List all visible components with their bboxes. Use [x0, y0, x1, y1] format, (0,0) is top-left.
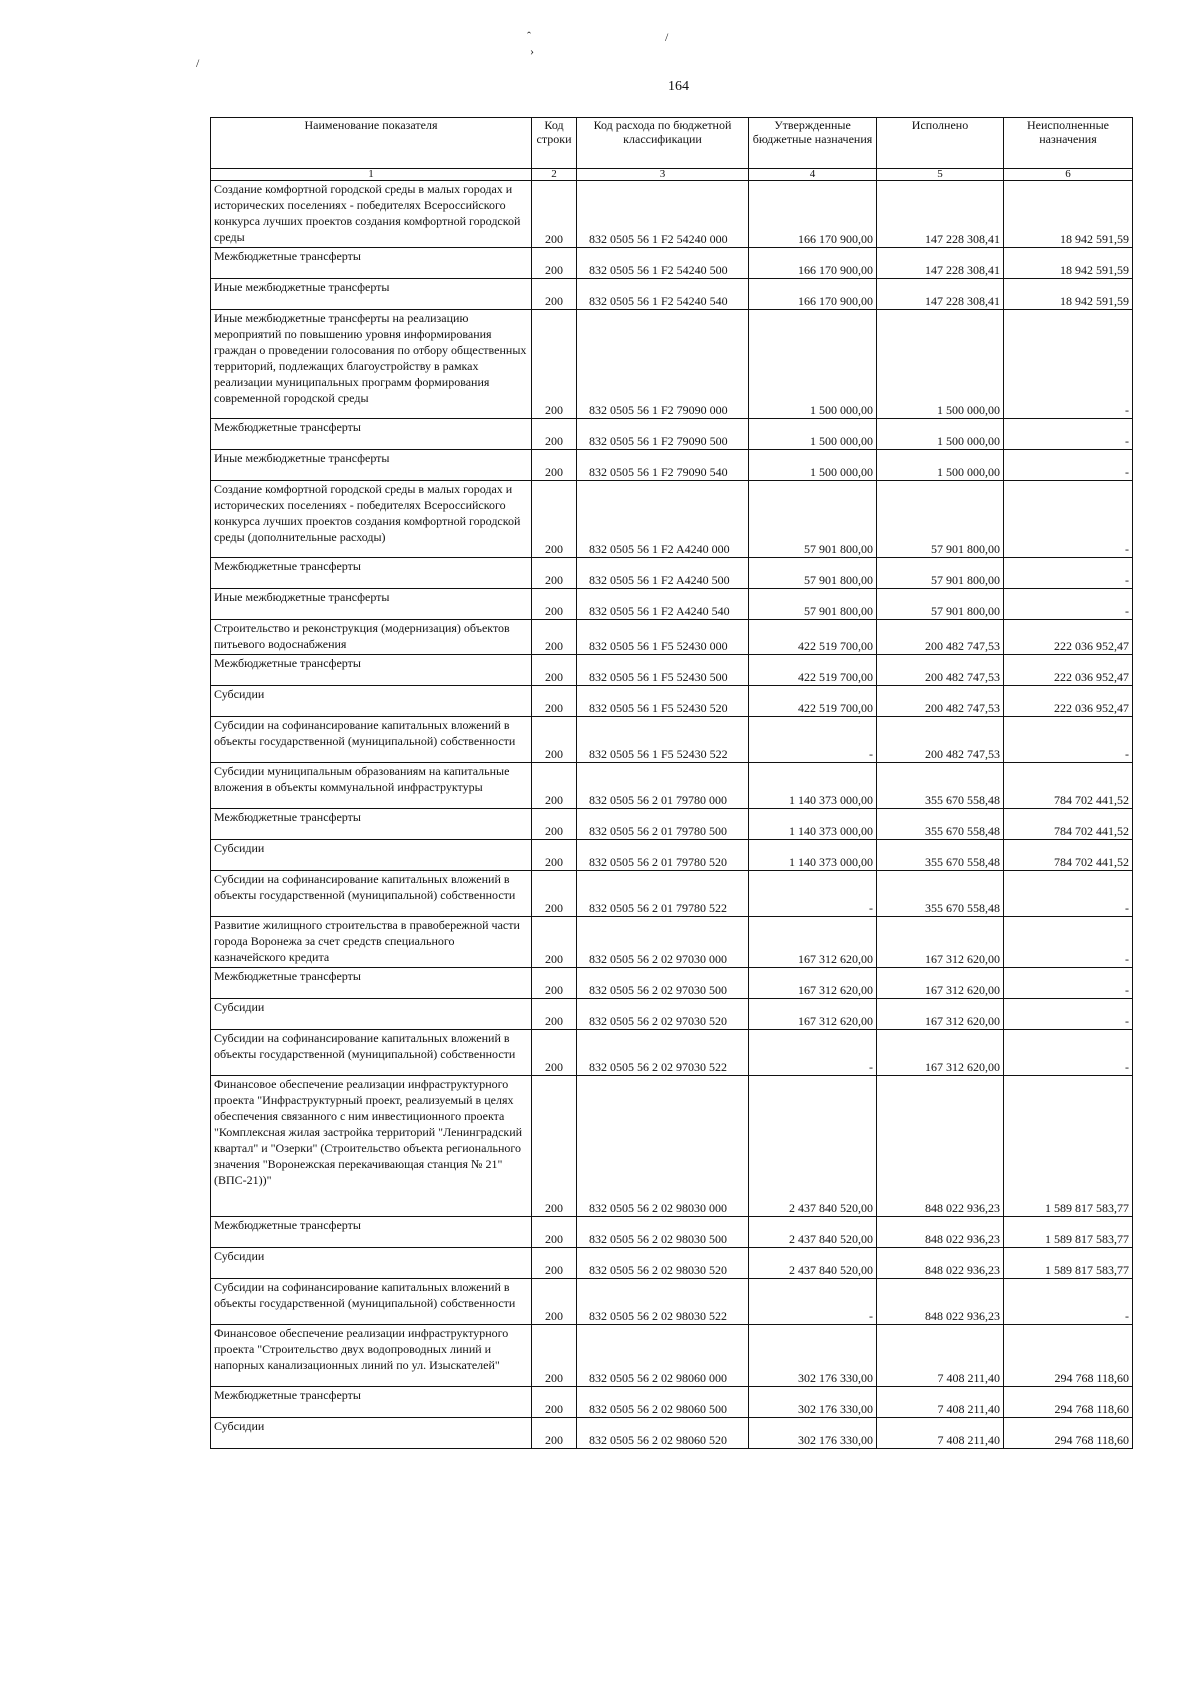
cell-line-code: 200 — [532, 999, 577, 1030]
cell-budget-classification-code: 832 0505 56 1 F5 52430 500 — [577, 655, 749, 686]
cell-line-code: 200 — [532, 1076, 577, 1217]
cell-line-code: 200 — [532, 717, 577, 763]
cell-approved-appropriations: - — [749, 717, 877, 763]
table-row — [211, 686, 1133, 717]
cell-executed: 355 670 558,48 — [877, 763, 1004, 809]
cell-indicator-name: Иные межбюджетные трансферты — [211, 279, 532, 310]
cell-unexecuted-appropriations: - — [1004, 310, 1133, 419]
cell-executed: 200 482 747,53 — [877, 686, 1004, 717]
cell-budget-classification-code: 832 0505 56 2 01 79780 522 — [577, 871, 749, 917]
cell-line-code: 200 — [532, 181, 577, 248]
cell-line-code: 200 — [532, 1217, 577, 1248]
cell-unexecuted-appropriations: 222 036 952,47 — [1004, 620, 1133, 655]
cell-line-code: 200 — [532, 871, 577, 917]
cell-unexecuted-appropriations: - — [1004, 1030, 1133, 1076]
cell-executed: 167 312 620,00 — [877, 968, 1004, 999]
cell-executed: 147 228 308,41 — [877, 279, 1004, 310]
cell-unexecuted-appropriations: 1 589 817 583,77 — [1004, 1217, 1133, 1248]
cell-approved-appropriations: 167 312 620,00 — [749, 999, 877, 1030]
cell-budget-classification-code: 832 0505 56 1 F2 79090 000 — [577, 310, 749, 419]
cell-indicator-name: Межбюджетные трансферты — [211, 968, 532, 999]
cell-executed: 1 500 000,00 — [877, 310, 1004, 419]
table-row — [211, 999, 1133, 1030]
cell-budget-classification-code: 832 0505 56 2 02 98030 522 — [577, 1279, 749, 1325]
table-row — [211, 1279, 1133, 1325]
cell-unexecuted-appropriations: 1 589 817 583,77 — [1004, 1076, 1133, 1217]
cell-approved-appropriations: 57 901 800,00 — [749, 558, 877, 589]
cell-indicator-name: Финансовое обеспечение реализации инфраструктурного проекта "Строительство двух водопроводных линий и напорных канализационных линий по ул. Изыскателей" — [211, 1325, 532, 1387]
cell-budget-classification-code: 832 0505 56 2 02 97030 522 — [577, 1030, 749, 1076]
table-row — [211, 181, 1133, 248]
cell-unexecuted-appropriations: - — [1004, 1279, 1133, 1325]
cell-indicator-name: Межбюджетные трансферты — [211, 809, 532, 840]
cell-unexecuted-appropriations: - — [1004, 968, 1133, 999]
cell-unexecuted-appropriations: 784 702 441,52 — [1004, 809, 1133, 840]
cell-approved-appropriations: 57 901 800,00 — [749, 481, 877, 558]
table-row — [211, 655, 1133, 686]
cell-unexecuted-appropriations: 222 036 952,47 — [1004, 655, 1133, 686]
table-row — [211, 917, 1133, 968]
cell-budget-classification-code: 832 0505 56 1 F5 52430 520 — [577, 686, 749, 717]
cell-indicator-name: Субсидии — [211, 1418, 532, 1449]
cell-approved-appropriations: - — [749, 1279, 877, 1325]
table-row — [211, 450, 1133, 481]
cell-line-code: 200 — [532, 655, 577, 686]
cell-approved-appropriations: 2 437 840 520,00 — [749, 1217, 877, 1248]
cell-approved-appropriations: 1 500 000,00 — [749, 450, 877, 481]
cell-line-code: 200 — [532, 558, 577, 589]
cell-executed: 7 408 211,40 — [877, 1387, 1004, 1418]
table-row — [211, 1076, 1133, 1217]
cell-unexecuted-appropriations: - — [1004, 717, 1133, 763]
page-number: 164 — [668, 79, 689, 94]
cell-unexecuted-appropriations: 294 768 118,60 — [1004, 1418, 1133, 1449]
cell-approved-appropriations: 1 140 373 000,00 — [749, 763, 877, 809]
cell-executed: 1 500 000,00 — [877, 450, 1004, 481]
cell-indicator-name: Субсидии — [211, 686, 532, 717]
scan-mark: ꞈ — [527, 20, 531, 34]
table-row — [211, 809, 1133, 840]
cell-unexecuted-appropriations: 784 702 441,52 — [1004, 840, 1133, 871]
cell-budget-classification-code: 832 0505 56 1 F2 54240 000 — [577, 181, 749, 248]
cell-approved-appropriations: 1 500 000,00 — [749, 310, 877, 419]
cell-executed: 355 670 558,48 — [877, 809, 1004, 840]
cell-approved-appropriations: 422 519 700,00 — [749, 686, 877, 717]
table-row — [211, 481, 1133, 558]
cell-budget-classification-code: 832 0505 56 1 F5 52430 000 — [577, 620, 749, 655]
cell-unexecuted-appropriations: 294 768 118,60 — [1004, 1325, 1133, 1387]
cell-unexecuted-appropriations: - — [1004, 589, 1133, 620]
table-body — [211, 181, 1133, 1449]
table-row — [211, 419, 1133, 450]
cell-indicator-name: Развитие жилищного строительства в правобережной части города Воронежа за счет средств специального казначейского кредита — [211, 917, 532, 968]
cell-indicator-name: Субсидии — [211, 840, 532, 871]
cell-line-code: 200 — [532, 809, 577, 840]
cell-executed: 7 408 211,40 — [877, 1418, 1004, 1449]
cell-budget-classification-code: 832 0505 56 2 01 79780 000 — [577, 763, 749, 809]
cell-executed: 848 022 936,23 — [877, 1076, 1004, 1217]
cell-indicator-name: Субсидии — [211, 999, 532, 1030]
cell-approved-appropriations: 167 312 620,00 — [749, 917, 877, 968]
header-executed: Исполнено — [877, 118, 1004, 169]
cell-indicator-name: Межбюджетные трансферты — [211, 655, 532, 686]
cell-executed: 57 901 800,00 — [877, 481, 1004, 558]
cell-approved-appropriations: 302 176 330,00 — [749, 1325, 877, 1387]
cell-unexecuted-appropriations: - — [1004, 871, 1133, 917]
cell-indicator-name: Иные межбюджетные трансферты — [211, 589, 532, 620]
table-row — [211, 840, 1133, 871]
table-row — [211, 620, 1133, 655]
cell-line-code: 200 — [532, 450, 577, 481]
table-row — [211, 763, 1133, 809]
column-number: 5 — [877, 169, 1004, 181]
cell-executed: 848 022 936,23 — [877, 1279, 1004, 1325]
header-budget-classification-code: Код расхода по бюджетной классификации — [577, 118, 749, 169]
cell-unexecuted-appropriations: - — [1004, 999, 1133, 1030]
cell-executed: 848 022 936,23 — [877, 1248, 1004, 1279]
column-number: 6 — [1004, 169, 1133, 181]
table-row — [211, 558, 1133, 589]
cell-line-code: 200 — [532, 1279, 577, 1325]
table-row — [211, 1217, 1133, 1248]
column-number: 3 — [577, 169, 749, 181]
cell-indicator-name: Межбюджетные трансферты — [211, 1217, 532, 1248]
cell-approved-appropriations: - — [749, 1030, 877, 1076]
cell-line-code: 200 — [532, 917, 577, 968]
header-approved-appropriations: Утвержденные бюджетные назначения — [749, 118, 877, 169]
cell-indicator-name: Создание комфортной городской среды в малых городах и исторических поселениях - победителях Всероссийского конкурса лучших проектов создания комфортной городской среды — [211, 181, 532, 248]
cell-executed: 57 901 800,00 — [877, 589, 1004, 620]
cell-line-code: 200 — [532, 763, 577, 809]
cell-executed: 167 312 620,00 — [877, 999, 1004, 1030]
table-row — [211, 1248, 1133, 1279]
cell-budget-classification-code: 832 0505 56 2 01 79780 520 — [577, 840, 749, 871]
cell-budget-classification-code: 832 0505 56 1 F2 A4240 000 — [577, 481, 749, 558]
scan-mark: › — [530, 44, 534, 58]
cell-line-code: 200 — [532, 248, 577, 279]
table-row — [211, 968, 1133, 999]
cell-budget-classification-code: 832 0505 56 2 02 98030 520 — [577, 1248, 749, 1279]
cell-unexecuted-appropriations: 1 589 817 583,77 — [1004, 1248, 1133, 1279]
cell-line-code: 200 — [532, 419, 577, 450]
cell-indicator-name: Финансовое обеспечение реализации инфраструктурного проекта "Инфраструктурный проект, реализуемый в целях обеспечения связанного с ним инвестиционного проекта "Комплексная жилая застройка территорий "Ленинградский квартал" и "Озерки" (Строительство объекта регионального значения "Воронежская перекачивающая станция № 21" (ВПС-21))" — [211, 1076, 532, 1217]
cell-indicator-name: Иные межбюджетные трансферты — [211, 450, 532, 481]
cell-line-code: 200 — [532, 620, 577, 655]
table-row — [211, 1325, 1133, 1387]
cell-executed: 167 312 620,00 — [877, 917, 1004, 968]
column-number: 2 — [532, 169, 577, 181]
column-number: 4 — [749, 169, 877, 181]
cell-indicator-name: Субсидии на софинансирование капитальных вложений в объекты государственной (муниципальной) собственности — [211, 1279, 532, 1325]
cell-line-code: 200 — [532, 1248, 577, 1279]
cell-approved-appropriations: 422 519 700,00 — [749, 655, 877, 686]
table-row — [211, 310, 1133, 419]
column-number-row — [211, 169, 1133, 181]
cell-budget-classification-code: 832 0505 56 2 02 97030 500 — [577, 968, 749, 999]
cell-indicator-name: Строительство и реконструкция (модернизация) объектов питьевого водоснабжения — [211, 620, 532, 655]
cell-indicator-name: Иные межбюджетные трансферты на реализацию мероприятий по повышению уровня информирования граждан о проведении голосования по отбору общественных территорий, подлежащих благоустройству в рамках реализации муниципальных программ формирования современной городской среды — [211, 310, 532, 419]
cell-budget-classification-code: 832 0505 56 2 02 98060 000 — [577, 1325, 749, 1387]
cell-budget-classification-code: 832 0505 56 2 02 97030 520 — [577, 999, 749, 1030]
table-row — [211, 248, 1133, 279]
cell-approved-appropriations: 422 519 700,00 — [749, 620, 877, 655]
cell-unexecuted-appropriations: - — [1004, 481, 1133, 558]
cell-executed: 147 228 308,41 — [877, 248, 1004, 279]
cell-budget-classification-code: 832 0505 56 1 F2 54240 500 — [577, 248, 749, 279]
cell-approved-appropriations: 166 170 900,00 — [749, 181, 877, 248]
cell-executed: 355 670 558,48 — [877, 840, 1004, 871]
header-unexecuted-appropriations: Неисполненные назначения — [1004, 118, 1133, 169]
cell-approved-appropriations: 166 170 900,00 — [749, 279, 877, 310]
cell-line-code: 200 — [532, 481, 577, 558]
cell-unexecuted-appropriations: - — [1004, 558, 1133, 589]
cell-executed: 147 228 308,41 — [877, 181, 1004, 248]
cell-budget-classification-code: 832 0505 56 1 F2 A4240 500 — [577, 558, 749, 589]
cell-executed: 355 670 558,48 — [877, 871, 1004, 917]
cell-approved-appropriations: 2 437 840 520,00 — [749, 1248, 877, 1279]
cell-budget-classification-code: 832 0505 56 2 02 98060 520 — [577, 1418, 749, 1449]
cell-budget-classification-code: 832 0505 56 2 01 79780 500 — [577, 809, 749, 840]
cell-indicator-name: Межбюджетные трансферты — [211, 248, 532, 279]
cell-approved-appropriations: 1 140 373 000,00 — [749, 809, 877, 840]
cell-indicator-name: Субсидии на софинансирование капитальных вложений в объекты государственной (муниципальной) собственности — [211, 871, 532, 917]
cell-executed: 200 482 747,53 — [877, 717, 1004, 763]
cell-approved-appropriations: 166 170 900,00 — [749, 248, 877, 279]
cell-approved-appropriations: 2 437 840 520,00 — [749, 1076, 877, 1217]
cell-unexecuted-appropriations: - — [1004, 419, 1133, 450]
cell-executed: 57 901 800,00 — [877, 558, 1004, 589]
cell-line-code: 200 — [532, 310, 577, 419]
cell-unexecuted-appropriations: - — [1004, 917, 1133, 968]
cell-budget-classification-code: 832 0505 56 1 F2 79090 500 — [577, 419, 749, 450]
cell-budget-classification-code: 832 0505 56 1 F2 79090 540 — [577, 450, 749, 481]
cell-approved-appropriations: 1 500 000,00 — [749, 419, 877, 450]
table-row — [211, 871, 1133, 917]
header-row — [211, 118, 1133, 169]
cell-indicator-name: Межбюджетные трансферты — [211, 1387, 532, 1418]
scan-mark: / — [665, 30, 669, 44]
cell-unexecuted-appropriations: 784 702 441,52 — [1004, 763, 1133, 809]
cell-unexecuted-appropriations: 294 768 118,60 — [1004, 1387, 1133, 1418]
cell-line-code: 200 — [532, 686, 577, 717]
cell-budget-classification-code: 832 0505 56 1 F2 54240 540 — [577, 279, 749, 310]
cell-budget-classification-code: 832 0505 56 2 02 97030 000 — [577, 917, 749, 968]
cell-budget-classification-code: 832 0505 56 2 02 98030 500 — [577, 1217, 749, 1248]
cell-budget-classification-code: 832 0505 56 1 F2 A4240 540 — [577, 589, 749, 620]
cell-unexecuted-appropriations: 18 942 591,59 — [1004, 248, 1133, 279]
scan-mark: / — [196, 56, 200, 70]
cell-unexecuted-appropriations: 222 036 952,47 — [1004, 686, 1133, 717]
cell-approved-appropriations: 302 176 330,00 — [749, 1387, 877, 1418]
cell-line-code: 200 — [532, 968, 577, 999]
cell-executed: 200 482 747,53 — [877, 655, 1004, 686]
cell-unexecuted-appropriations: 18 942 591,59 — [1004, 279, 1133, 310]
table-header — [211, 118, 1133, 181]
cell-indicator-name: Межбюджетные трансферты — [211, 558, 532, 589]
cell-approved-appropriations: 57 901 800,00 — [749, 589, 877, 620]
cell-line-code: 200 — [532, 1030, 577, 1076]
cell-executed: 167 312 620,00 — [877, 1030, 1004, 1076]
table-row — [211, 1387, 1133, 1418]
header-indicator-name: Наименование показателя — [211, 118, 532, 169]
cell-unexecuted-appropriations: - — [1004, 450, 1133, 481]
cell-indicator-name: Межбюджетные трансферты — [211, 419, 532, 450]
column-number: 1 — [211, 169, 532, 181]
budget-execution-table — [210, 117, 1133, 1449]
cell-indicator-name: Создание комфортной городской среды в малых городах и исторических поселениях - победителях Всероссийского конкурса лучших проектов создания комфортной городской среды (дополнительные расходы) — [211, 481, 532, 558]
cell-indicator-name: Субсидии — [211, 1248, 532, 1279]
cell-line-code: 200 — [532, 589, 577, 620]
header-line-code: Код строки — [532, 118, 577, 169]
cell-line-code: 200 — [532, 279, 577, 310]
cell-approved-appropriations: 167 312 620,00 — [749, 968, 877, 999]
cell-budget-classification-code: 832 0505 56 1 F5 52430 522 — [577, 717, 749, 763]
cell-budget-classification-code: 832 0505 56 2 02 98060 500 — [577, 1387, 749, 1418]
cell-indicator-name: Субсидии на софинансирование капитальных вложений в объекты государственной (муниципальной) собственности — [211, 1030, 532, 1076]
cell-executed: 200 482 747,53 — [877, 620, 1004, 655]
cell-line-code: 200 — [532, 840, 577, 871]
cell-approved-appropriations: 1 140 373 000,00 — [749, 840, 877, 871]
cell-indicator-name: Субсидии муниципальным образованиям на капитальные вложения в объекты коммунальной инфраструктуры — [211, 763, 532, 809]
cell-executed: 7 408 211,40 — [877, 1325, 1004, 1387]
cell-approved-appropriations: - — [749, 871, 877, 917]
table-row — [211, 1418, 1133, 1449]
cell-executed: 1 500 000,00 — [877, 419, 1004, 450]
cell-line-code: 200 — [532, 1418, 577, 1449]
cell-unexecuted-appropriations: 18 942 591,59 — [1004, 181, 1133, 248]
table-row — [211, 1030, 1133, 1076]
cell-approved-appropriations: 302 176 330,00 — [749, 1418, 877, 1449]
cell-budget-classification-code: 832 0505 56 2 02 98030 000 — [577, 1076, 749, 1217]
cell-executed: 848 022 936,23 — [877, 1217, 1004, 1248]
cell-indicator-name: Субсидии на софинансирование капитальных вложений в объекты государственной (муниципальной) собственности — [211, 717, 532, 763]
table-row — [211, 279, 1133, 310]
table-row — [211, 717, 1133, 763]
cell-line-code: 200 — [532, 1325, 577, 1387]
table-row — [211, 589, 1133, 620]
cell-line-code: 200 — [532, 1387, 577, 1418]
